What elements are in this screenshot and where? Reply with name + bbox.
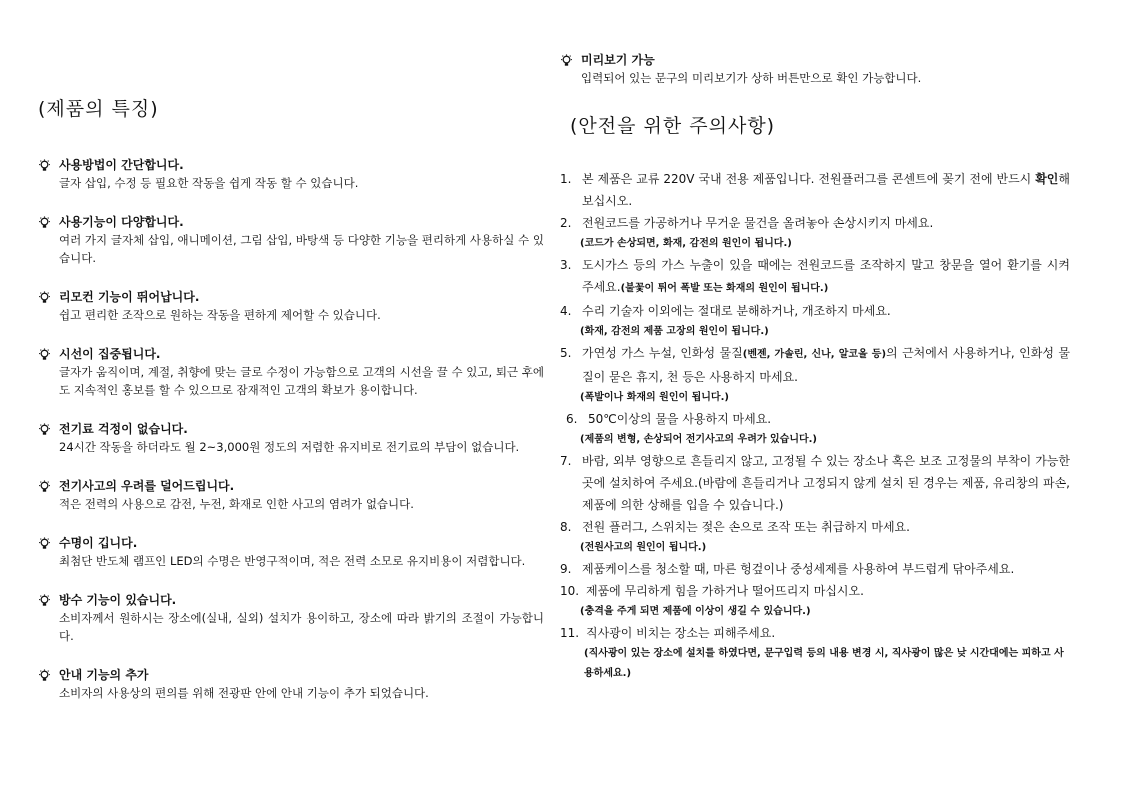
bulb-icon bbox=[560, 54, 573, 67]
feature-item bbox=[38, 421, 544, 456]
item-number: 4. bbox=[560, 304, 572, 318]
item-note: (제품의 변형, 손상되어 전기사고의 우려가 있습니다.) bbox=[580, 434, 818, 445]
safety-item bbox=[560, 580, 1070, 602]
feature-item bbox=[38, 535, 544, 570]
feature-title: 사용방법이 간단합니다. bbox=[59, 158, 184, 172]
feature-body: 글자 삽입, 수정 등 필요한 작동을 쉽게 작동 할 수 있습니다. bbox=[59, 176, 359, 190]
safety-item bbox=[560, 622, 1070, 644]
feature-body: 쉽고 편리한 조작으로 원하는 작동을 편하게 제어할 수 있습니다. bbox=[59, 308, 381, 322]
safety-item bbox=[560, 408, 1070, 430]
item-text: 도시가스 등의 가스 누출이 있을 때에는 전원코드를 조작하지 말고 창문을 열어 환기를 시켜 주세요.(불꽃이 튀어 폭발 또는 화재의 원인이 됩니다.) bbox=[582, 258, 1070, 294]
bulb-icon bbox=[38, 537, 51, 550]
feature-title: 수명이 깁니다. bbox=[59, 536, 138, 550]
item-text: 수리 기술자 이외에는 절대로 분해하거나, 개조하지 마세요. bbox=[582, 304, 891, 318]
feature-body: 글자가 움직이며, 계절, 취향에 맞는 글로 수정이 가능함으로 고객의 시선을 끌 수 있고, 퇴근 후에도 지속적인 홍보를 할 수 있으므로 잠재적인 고객의 확보가 용이합니다. bbox=[59, 365, 544, 397]
feature-item bbox=[38, 289, 544, 324]
feature-body: 입력되어 있는 문구의 미리보기가 상하 버튼만으로 확인 가능합니다. bbox=[581, 71, 922, 85]
bulb-icon bbox=[38, 291, 51, 304]
feature-body: 소비자께서 원하시는 장소에(실내, 실외) 설치가 용이하고, 장소에 따라 밝기의 조절이 가능합니다. bbox=[59, 611, 544, 643]
feature-item bbox=[38, 346, 544, 399]
feature-item bbox=[38, 157, 544, 192]
safety-column bbox=[560, 52, 1070, 684]
safety-item bbox=[560, 450, 1070, 516]
feature-title: 미리보기 가능 bbox=[581, 53, 655, 67]
feature-title: 전기사고의 우려를 덜어드립니다. bbox=[59, 479, 235, 493]
item-note: (전원사고의 원인이 됩니다.) bbox=[580, 542, 707, 553]
item-number: 6. bbox=[566, 412, 578, 426]
feature-title: 리모컨 기능이 뛰어납니다. bbox=[59, 290, 200, 304]
safety-item bbox=[560, 558, 1070, 580]
item-number: 8. bbox=[560, 520, 572, 534]
bulb-icon bbox=[38, 669, 51, 682]
bulb-icon bbox=[38, 480, 51, 493]
item-note: (코드가 손상되면, 화재, 감전의 원인이 됩니다.) bbox=[580, 238, 792, 249]
item-note: (충격을 주게 되면 제품에 이상이 생길 수 있습니다.) bbox=[580, 606, 811, 617]
item-number: 1. bbox=[560, 172, 572, 186]
item-note: (폭발이나 화재의 원인이 됩니다.) bbox=[580, 392, 729, 403]
feature-body: 여러 가지 글자체 삽입, 애니메이션, 그림 삽입, 바탕색 등 다양한 기능을 편리하게 사용하실 수 있습니다. bbox=[59, 233, 544, 265]
feature-title: 전기료 걱정이 없습니다. bbox=[59, 422, 188, 436]
safety-item bbox=[560, 300, 1070, 322]
item-number: 10. bbox=[560, 584, 580, 598]
safety-item bbox=[560, 516, 1070, 538]
item-note: (화재, 감전의 제품 고장의 원인이 됩니다.) bbox=[580, 326, 769, 337]
feature-title: 시선이 집중됩니다. bbox=[59, 347, 161, 361]
feature-body: 24시간 작동을 하더라도 월 2~3,000원 정도의 저렴한 유지비로 전기료의 부담이 없습니다. bbox=[59, 440, 520, 454]
item-number: 9. bbox=[560, 562, 572, 576]
feature-body: 적은 전력의 사용으로 감전, 누전, 화재로 인한 사고의 염려가 없습니다. bbox=[59, 497, 414, 511]
bulb-icon bbox=[38, 348, 51, 361]
item-number: 11. bbox=[560, 626, 580, 640]
item-text: 가연성 가스 누설, 인화성 물질(벤젠, 가솔린, 신나, 알코올 등)의 근처에서 사용하거나, 인화성 물질이 묻은 휴지, 천 등은 사용하지 마세요. bbox=[582, 346, 1070, 384]
item-text: 전원 플러그, 스위치는 젖은 손으로 조작 또는 취급하지 마세요. bbox=[582, 520, 910, 534]
item-note: (직사광이 있는 장소에 설치를 하였다면, 문구입력 등의 내용 변경 시, 직사광이 많은 낮 시간대에는 피하고 사용하세요.) bbox=[584, 648, 1064, 679]
features-list bbox=[38, 157, 544, 702]
item-text: 바람, 외부 영향으로 흔들리지 않고, 고정될 수 있는 장소나 혹은 보조 고정물의 부착이 가능한 곳에 설치하여 주세요.(바람에 흔들리거나 고정되지 않게 설치 된 경우는 제품, 유리창의 파손, 제품에 의한 상해를 입을 수 있습니다.) bbox=[582, 454, 1070, 512]
feature-item bbox=[38, 478, 544, 513]
features-heading: (제품의 특징) bbox=[38, 98, 159, 120]
item-number: 5. bbox=[560, 346, 572, 360]
item-number: 2. bbox=[560, 216, 572, 230]
feature-item bbox=[38, 214, 544, 267]
feature-item bbox=[38, 592, 544, 645]
item-text: 본 제품은 교류 220V 국내 전용 제품입니다. 전원플러그를 콘센트에 꽂기 전에 반드시 확인해 보십시오. bbox=[582, 172, 1070, 208]
safety-item bbox=[560, 254, 1070, 300]
item-text: 제품케이스를 청소할 때, 마른 헝겊이나 중성세제를 사용하여 부드럽게 닦아주세요. bbox=[582, 562, 1015, 576]
preview-feature bbox=[560, 52, 1070, 87]
safety-item bbox=[560, 212, 1070, 234]
feature-title: 방수 기능이 있습니다. bbox=[59, 593, 177, 607]
safety-item bbox=[560, 168, 1070, 212]
safety-heading: (안전을 위한 주의사항) bbox=[570, 115, 776, 137]
item-number: 7. bbox=[560, 454, 572, 468]
feature-item bbox=[38, 667, 544, 702]
feature-body: 소비자의 사용상의 편의를 위해 전광판 안에 안내 기능이 추가 되었습니다. bbox=[59, 686, 429, 700]
item-text: 전원코드를 가공하거나 무거운 물건을 올려놓아 손상시키지 마세요. bbox=[582, 216, 934, 230]
safety-list bbox=[560, 168, 1070, 684]
feature-body: 최첨단 반도체 램프인 LED의 수명은 반영구적이며, 적은 전력 소모로 유지비용이 저렴합니다. bbox=[59, 554, 526, 568]
bulb-icon bbox=[38, 159, 51, 172]
feature-title: 안내 기능의 추가 bbox=[59, 668, 149, 682]
item-text: 50℃이상의 물을 사용하지 마세요. bbox=[588, 412, 772, 426]
bulb-icon bbox=[38, 423, 51, 436]
safety-item bbox=[560, 342, 1070, 388]
item-text: 직사광이 비치는 장소는 피해주세요. bbox=[586, 626, 776, 640]
feature-title: 사용기능이 다양합니다. bbox=[59, 215, 184, 229]
bulb-icon bbox=[38, 216, 51, 229]
item-number: 3. bbox=[560, 258, 572, 272]
bulb-icon bbox=[38, 594, 51, 607]
item-text: 제품에 무리하게 힘을 가하거나 떨어뜨리지 마십시오. bbox=[586, 584, 864, 598]
features-column bbox=[38, 94, 544, 702]
